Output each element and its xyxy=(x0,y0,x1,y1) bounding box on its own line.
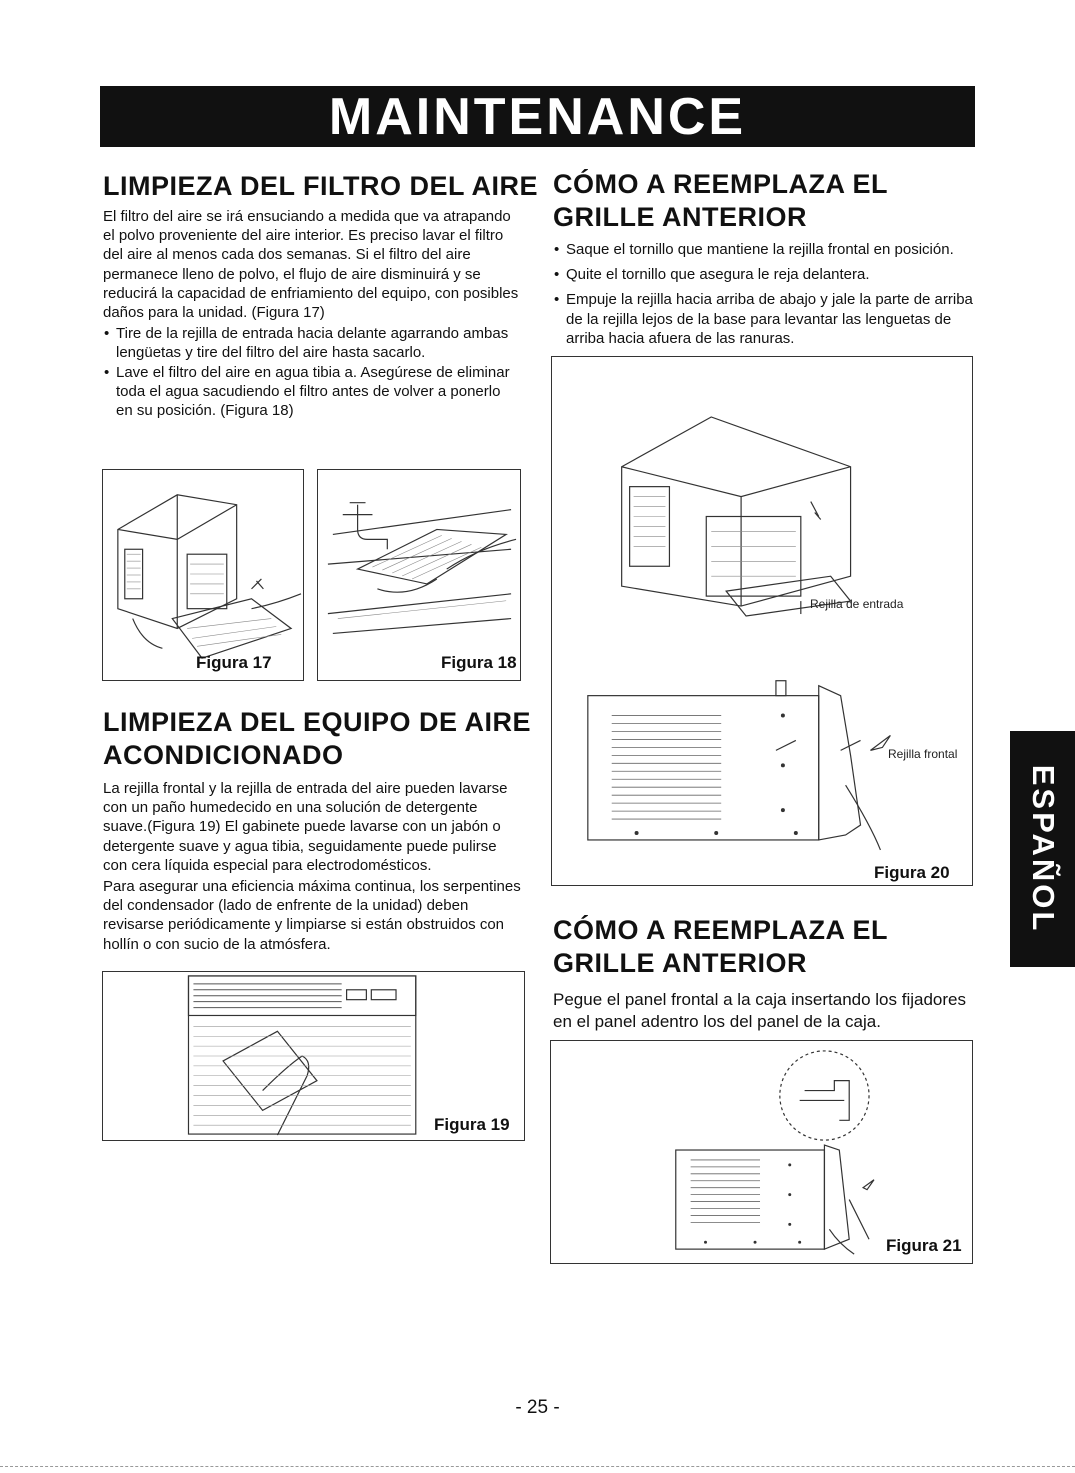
figure-21-caption: Figura 21 xyxy=(886,1236,962,1255)
figure-18 xyxy=(317,469,521,681)
install-grille-title xyxy=(553,914,888,980)
front-grille-label: Rejilla frontal xyxy=(888,747,958,761)
install-grille-paragraph: Pegue el panel frontal a la caja insertando los fijadores en el panel adentro los del panel de la caja. xyxy=(553,990,966,1031)
language-tab xyxy=(1010,731,1075,967)
remove-grille-title-line-1: CÓMO A REEMPLAZA EL xyxy=(553,169,888,199)
remove-grille-title-line-2: GRILLE ANTERIOR xyxy=(553,202,807,232)
air-conditioner-filter-illustration xyxy=(103,470,303,680)
filter-bullet-list xyxy=(103,324,521,420)
remove-grille-bullet: • Quite el tornillo que asegura le reja delantera. xyxy=(553,265,973,284)
section-banner: MAINTENANCE xyxy=(100,86,975,147)
figure-19 xyxy=(102,971,525,1141)
page-number: - 25 - xyxy=(515,1397,560,1418)
filter-title: LIMPIEZA DEL FILTRO DEL AIRE xyxy=(103,171,539,201)
unit-cleaning-paragraph-1: La rejilla frontal y la rejilla de entrada del aire pueden lavarse con un paño humedecido en una solución de detergente suave.(Figura 19) El gabinete puede lavarse con un jabón o detergente suave y agua tibia, seguidamente puede pulirse con cera líquida especial para electrodomésticos. xyxy=(103,780,508,874)
figure-20 xyxy=(551,356,973,886)
unit-cleaning-title-line-1: LIMPIEZA DEL EQUIPO DE AIRE xyxy=(103,707,532,737)
figure-18-caption: Figura 18 xyxy=(441,653,517,672)
figure-20-caption: Figura 20 xyxy=(874,863,950,882)
unit-cleaning-text xyxy=(103,779,523,956)
bottom-rule xyxy=(0,1466,1075,1467)
install-grille-title-line-1: CÓMO A REEMPLAZA EL xyxy=(553,915,888,945)
remove-grille-bullet: • Saque el tornillo que mantiene la rejilla frontal en posición. xyxy=(553,240,973,259)
remove-grille-text xyxy=(553,240,973,348)
filter-bullet: • Lave el filtro del aire en agua tibia a. Asegúrese de eliminar toda el agua sacudiendo el filtro antes de volver a ponerlo en su posición. (Figura 18) xyxy=(103,363,521,421)
unit-cleaning-title xyxy=(103,706,531,772)
install-grille-text xyxy=(553,989,973,1035)
inlet-grille-label: Rejilla de entrada xyxy=(810,597,904,611)
filter-paragraph: El filtro del aire se irá ensuciando a medida que va atrapando el polvo proveniente del aire interior. Es preciso lavar el filtro del aire al menos cada dos semanas. Si el filtro del aire permanece lleno de polvo, el flujo de aire disminuirá y se reducirá la capacidad de enfriamiento del equipo, con posibles daños para la unidad. (Figura 17) xyxy=(103,208,519,322)
remove-grille-bullet: • Empuje la rejilla hacia arriba de abajo y jale la parte de arriba de la rejilla lejos de la base para levantar las lenguetas de arriba hacia afuera de las ranuras. xyxy=(553,290,973,348)
figure-19-caption: Figura 19 xyxy=(434,1115,510,1134)
language-tab-label: ESPAÑOL xyxy=(1025,764,1061,934)
unit-cleaning-paragraph-2: Para asegurar una eficiencia máxima continua, los serpentines del condensador (lado de enfrente de la unidad) deben revisarse periódicamente y limpiarse si están obstruidos con hollín o con sucio de la atmósfera. xyxy=(103,878,521,953)
figure-21 xyxy=(550,1040,973,1264)
install-grille-title-line-2: GRILLE ANTERIOR xyxy=(553,948,807,978)
remove-grille-bullet-list xyxy=(553,240,973,348)
grille-removal-illustration xyxy=(552,357,972,885)
remove-grille-title xyxy=(553,168,888,234)
unit-cleaning-title-line-2: ACONDICIONADO xyxy=(103,740,344,770)
filter-text xyxy=(103,207,521,420)
figure-17 xyxy=(102,469,304,681)
grille-install-illustration xyxy=(551,1041,972,1263)
filter-bullet: • Tire de la rejilla de entrada hacia delante agarrando ambas lengüetas y tire del filtro del aire hasta sacarlo. xyxy=(103,324,521,362)
washing-filter-illustration xyxy=(318,470,520,680)
figure-17-caption: Figura 17 xyxy=(196,653,272,672)
